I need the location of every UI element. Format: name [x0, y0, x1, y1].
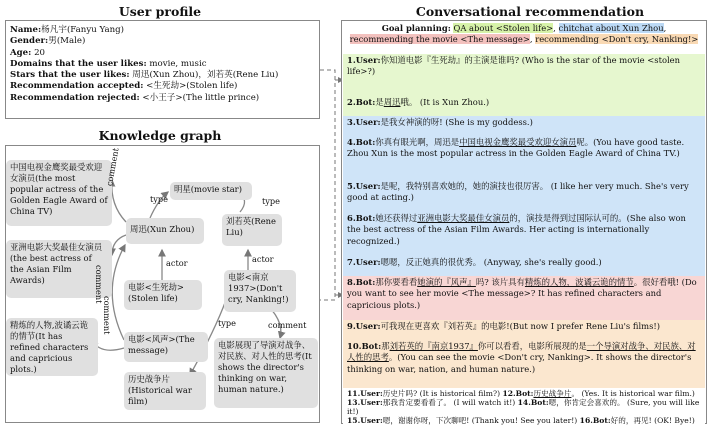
kg-node-xunzhou: 周迅(Xun Zhou): [126, 218, 204, 244]
kg-node-award2: 亚洲电影大奖最佳女演员(the best actress of the Asian Film Awards): [6, 240, 112, 298]
edge-label-type-b: type: [262, 196, 281, 206]
turn-5: 5.User:是呢，我特别喜欢她的，她的演技也很厉害。 (I like her very much. She's very good at acting.): [343, 180, 705, 212]
kg-node-refined: 精炼的人物,波谲云诡的情节(It has refined characters and capricious plots.): [6, 318, 98, 376]
kg-node-stolen: 电影<生死劫>(Stolen life): [124, 280, 202, 310]
edge-xunzhou-award2: [112, 235, 126, 255]
kg-node-reneliu: 刘若英(Rene Liu): [222, 214, 282, 246]
turn-13: 13.User:那我肯定要看看了。 (I will watch it!) 14.Bot:嗯，你肯定会喜欢的。 (Sure, you will like it!): [347, 398, 700, 416]
profile-rejected: Recommendation rejected: <小王子>(The little prince): [10, 92, 260, 103]
profile-accepted: Recommendation accepted: <生死劫>(Stolen life): [10, 81, 238, 92]
kg-node-war: 历史战争片(Historical war film): [124, 372, 206, 410]
profile-heading: User profile: [118, 4, 202, 19]
turn-8: 8.Bot:那你要看看她演的『风声』吗? 该片具有精炼的人物，波谲云诡的情节。很好看哦! (Do you want to see her movie <The message>? It has refined characters and capricious plots.): [343, 276, 705, 320]
conv-heading: Conversational recommendation: [415, 4, 645, 19]
turn-3: 3.User:是我女神演的呀! (She is my goddess.): [343, 116, 705, 136]
turn-2: 2.Bot:是周迅哦。 (It is Xun Zhou.): [343, 96, 705, 116]
kg-node-director: 电影展现了导演对战争、对民族、对人性的思考(It shows the director's thinking on war, human nature.): [214, 338, 318, 408]
kg-heading: Knowledge graph: [98, 128, 222, 143]
dashed-bracket: [320, 70, 335, 300]
profile-gender: Gender:男(Male): [10, 36, 86, 47]
profile-age: Age: 20: [10, 47, 45, 58]
turn-4: 4.Bot:你真有眼光啊，周迅是中国电视金鹰奖最受欢迎女演员呢。(You have good taste. Zhou Xun is the most popular actress in the Golden Eagle Award of China TV.): [343, 136, 705, 180]
turn-6: 6.Bot:她还获得过亚洲电影大奖最佳女演员的，演技是得到过国际认可的。(She also won the best actress of the Asian Film Awards. Her acting is internationally recognized.): [343, 212, 705, 256]
goal-planning: Goal planning: QA about <Stolen life>, chitchat about Xun Zhou, recommending the movie <The message>, recommending <Don't cry, Nanking!>: [343, 22, 705, 54]
edge-label-comment-d: comment: [268, 320, 307, 330]
edge-label-comment-c: comment: [102, 296, 112, 335]
turns-end: [343, 388, 705, 424]
edge-label-actor-b: actor: [252, 254, 274, 264]
kg-node-star: 明星(movie star): [170, 182, 252, 200]
edge-label-comment-b: comment: [94, 265, 104, 304]
kg-node-award1: 中国电视金鹰奖最受欢迎女演员(the most popular actress of the Golden Eagle Award of China TV): [6, 160, 112, 226]
turn-7: 7.User:嗯嗯，反正她真的很优秀。 (Anyway, she's really good.): [343, 256, 705, 276]
turn-1: 1.User:你知道电影『生死劫』的主演是谁吗? (Who is the star of the movie <stolen life>?): [343, 54, 705, 96]
profile-stars: Stars that the user likes: 周迅(Xun Zhou)，刘若英(Rene Liu): [10, 70, 279, 81]
turn-10: 10.Bot:那刘若英的『南京1937』你可以看看，电影所展现的是一个导演对战争、对民族、对人性的思考。(You can see the movie <Don't cry, Nanking>. It shows the director's thinking on war, nation, and human nature.): [343, 340, 705, 388]
edge-label-type-a: type: [150, 194, 169, 204]
turn-11: 11.User:历史片吗? (It is historical film?) 12.Bot:历史战争片。 (Yes. It is historical war film.): [347, 389, 695, 398]
kg-node-message: 电影<风声>(The message): [124, 332, 208, 362]
turn-9: 9.User:可我现在更喜欢『刘若英』的电影!(But now I prefer Rene Liu's films!): [343, 320, 705, 340]
edge-label-comment-a: comment: [104, 147, 121, 187]
profile-name: Name:杨凡宇(Fanyu Yang): [10, 25, 124, 35]
profile-domains: Domains that the user likes: movie, music: [10, 58, 207, 69]
edge-label-type-c: type: [218, 318, 237, 328]
edge-label-actor-a: actor: [166, 258, 188, 268]
turn-15: 15.User:嗯，谢谢你呀，下次聊吧! (Thank you! See you later!) 16.Bot:好的，再见! (OK! Bye!): [347, 416, 695, 425]
kg-node-nanking: 电影<南京1937>(Don't cry, Nanking!): [224, 270, 296, 312]
